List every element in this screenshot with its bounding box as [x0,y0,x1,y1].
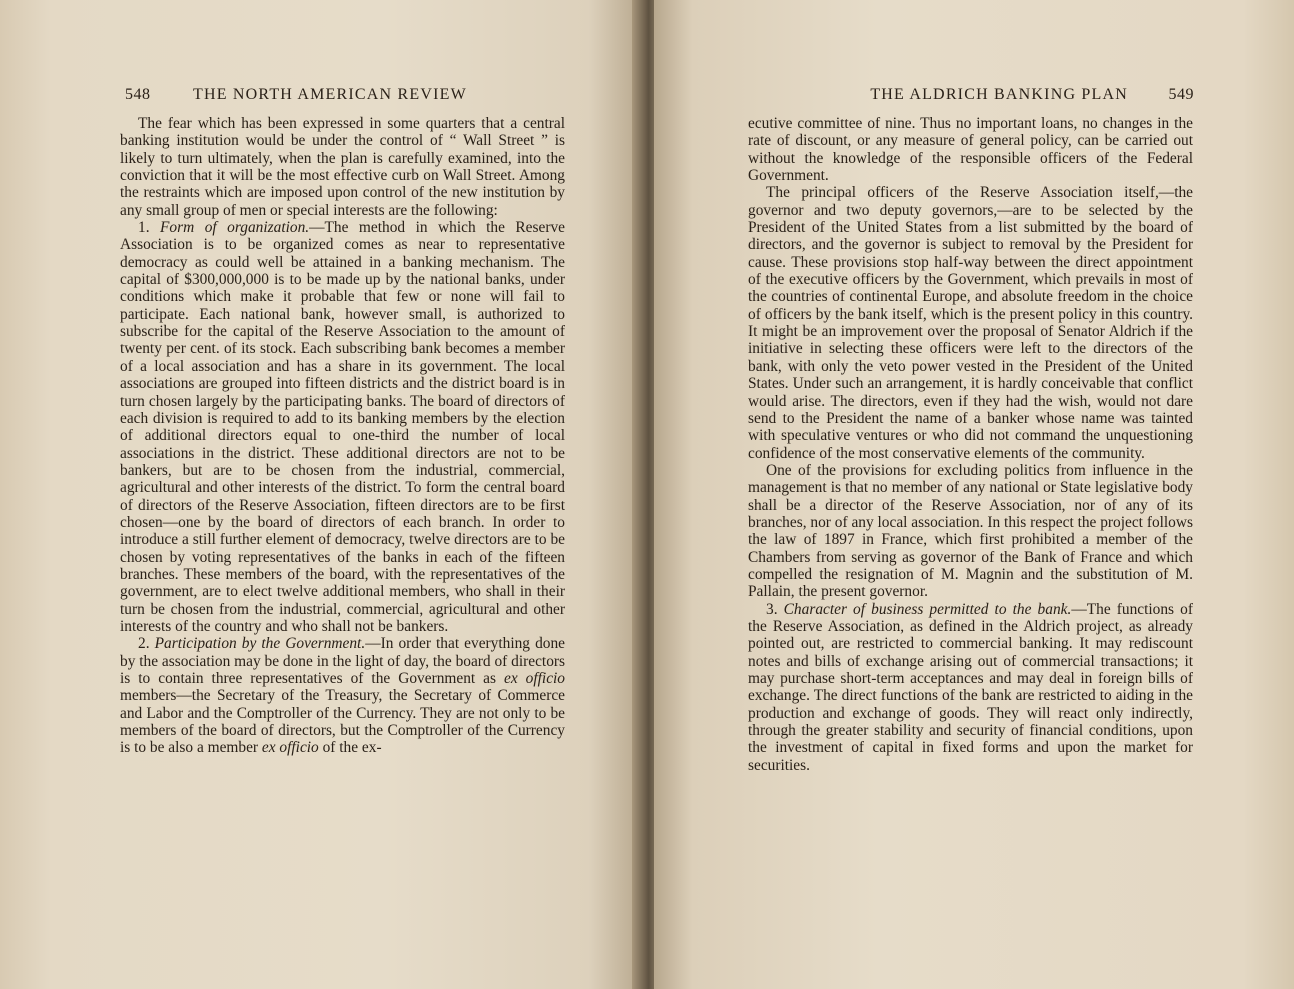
section-number: 3. [766,600,778,618]
paragraph-text: of the ex- [318,739,382,757]
paragraph [748,601,1193,774]
running-head-title-right: THE ALDRICH BANKING PLAN [870,86,1128,103]
running-head-right [749,86,1194,108]
latin-term: ex officio [261,739,319,757]
paragraph: The fear which has been expressed in some quarters that a central banking institution would be under the control of “ Wall Street ” is likely to turn ultimately, when the plan is carefully examined, into the conviction that it will be the most effective curb on Wall Street. Among the restraints which are imposed upon control of the new institution by any small group of men or special interests are the following: [120,115,565,219]
running-head-title-left: THE NORTH AMERICAN REVIEW [193,86,467,103]
paragraph-text: —The method in which the Reserve Association is to be organized comes as near to representative democracy as could well be attained in a banking mechanism. The capital of $300,000,000 is to be made up by the national banks, under conditions which make it probable that few or none will fail to participate. Each national bank, however small, is authorized to subscribe for the capital of the Reserve Association to the amount of twenty per cent. of its stock. Each subscribing bank becomes a member of a local association and has a share in its government. The local associations are grouped into fifteen districts and the district board is in turn chosen largely by the participating banks. The board of directors of each division is required to add to its banking members by the election of additional directors equal to one-third the number of local associations in the district. These additional directors are not to be bankers, but are to be chosen from the industrial, commercial, agricultural and other interests of the district. To form the central board of directors of the Reserve Association, fifteen directors are to be first chosen—one by the board of directors of each branch. In order to introduce a still further element of democracy, twelve directors are to be chosen by voting representatives of the banks in each of the fifteen branches. These members of the board, with the representatives of the government, are to elect twelve additional members, who shall in their turn be chosen from the industrial, commercial, agricultural and other interests of the country and who shall not be bankers. [120,219,565,635]
running-head-left [125,86,570,108]
right-page [654,0,1294,989]
paragraph-text: —In order that everything done by the association may be done in the light of day, the board of directors is to contain three representatives of the Government as [120,635,565,687]
paragraph [120,219,565,635]
section-heading: Form of organization. [160,219,310,237]
paragraph [120,635,565,756]
page-number-right: 549 [1168,86,1194,103]
section-heading: Character of business permitted to the bank. [783,600,1072,618]
paragraph: The principal officers of the Reserve Association itself,—the governor and two deputy governors,—are to be selected by the President of the United States from a list submitted by the board of directors, and the governor is subject to removal by the President for cause. These provisions stop half-way between the direct appointment of the executive officers by the Government, which prevails in most of the countries of continental Europe, and absolute freedom in the choice of officers by the bank itself, which is the present policy in this country. It might be an improvement over the proposal of Senator Aldrich if the initiative in selecting these officers were left to the directors of the bank, with only the veto power vested in the President of the United States. Under such an arrangement, it is hardly conceivable that conflict would arise. The directors, even if they had the wish, would not dare send to the President the name of a banker whose name was tainted with speculative ventures or who did not command the unquestioning confidence of the most conservative elements of the community. [748,184,1193,462]
section-number: 1. [138,219,150,237]
paragraph: ecutive committee of nine. Thus no important loans, no changes in the rate of discount, or any measure of general policy, can be carried out without the knowledge of the responsible officers of the Federal Government. [748,115,1193,185]
paragraph-text: —The functions of the Reserve Association, as defined in the Aldrich project, as already pointed out, are restricted to commercial banking. It may rediscount notes and bills of exchange arising out of commercial transactions; it may purchase short-term acceptances and may deal in foreign bills of exchange. The direct functions of the bank are restricted to aiding in the production and exchange of goods. They will react only indirectly, through the greater stability and security of financial conditions, upon the investment of capital in fixed forms and upon the market for securities. [748,600,1193,774]
page-number-left: 548 [125,86,151,103]
paragraph: One of the provisions for excluding politics from influence in the management is that no member of any national or State legislative body shall be a director of the Reserve Association, nor of any of its branches, nor of any local association. In this respect the project follows the law of 1897 in France, which first prohibited a member of the Chambers from serving as governor of the Bank of France and which compelled the resignation of M. Magnin and the substitution of M. Pallain, the present governor. [748,461,1193,601]
right-body-text [748,115,1193,774]
section-heading: Participation by the Government. [154,635,366,653]
latin-term: ex officio [504,670,565,687]
section-number: 2. [138,635,150,653]
paragraph-text: members—the Secretary of the Treasury, the Secretary of Commerce and Labor and the Comptroller of the Currency. They are not only to be members of the board of directors, but the Comptroller of the Currency is to be also a member [120,687,565,757]
left-page [0,0,640,989]
left-body-text [120,115,565,757]
